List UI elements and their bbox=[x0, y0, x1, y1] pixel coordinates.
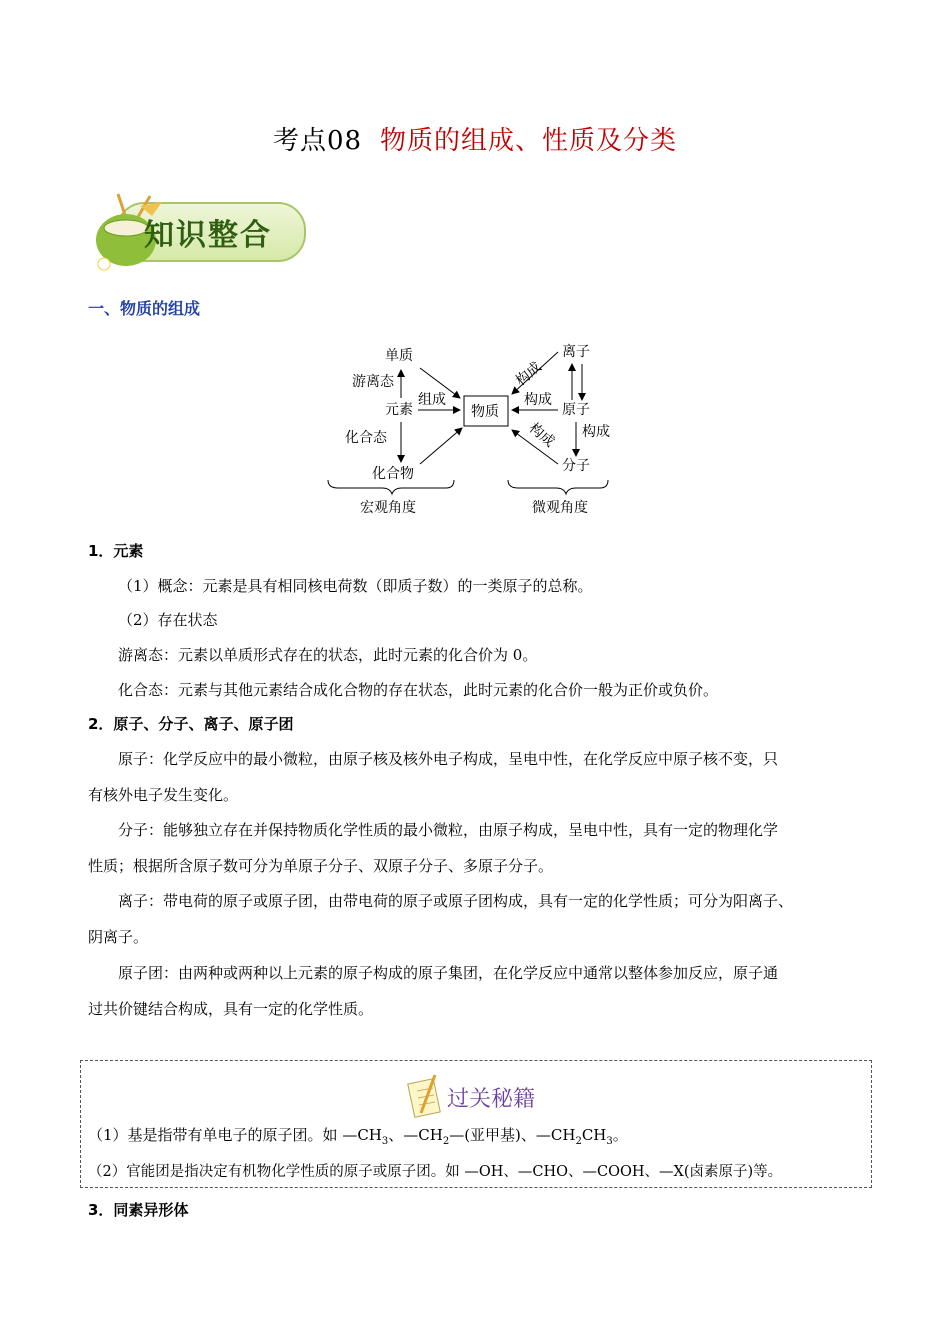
label-hongguan: 宏观角度 bbox=[360, 500, 416, 516]
notepad-icon bbox=[405, 1073, 445, 1121]
brace-hongguan bbox=[328, 480, 454, 494]
heading-yuansu: 1．元素 bbox=[88, 542, 144, 560]
title-number: 考点08 bbox=[272, 126, 363, 156]
brace-weiguan bbox=[508, 480, 608, 494]
tip-line-1: （1）基是指带有单电子的原子团。如 $—CH_3$、$—CH_2—$(亚甲基)、$—CH_2CH_3$。 bbox=[88, 1126, 628, 1147]
heading-allotrope: 3．同素异形体 bbox=[88, 1201, 189, 1219]
para-lizi-2: 阴离子。 bbox=[88, 928, 149, 946]
label-youlitai: 游离态 bbox=[352, 374, 394, 390]
label-goucheng-lizi: 构成 bbox=[512, 359, 545, 390]
para-yuansu-state: （2）存在状态 bbox=[118, 611, 218, 629]
para-lizi-1: 离子：带电荷的原子或原子团，由带电荷的原子或原子团构成，具有一定的化学性质；可分为阳离子、 bbox=[118, 892, 794, 910]
label-goucheng-yuanzi-fenzi: 构成 bbox=[582, 424, 610, 440]
label-huahewu: 化合物 bbox=[372, 466, 414, 482]
para-yuanzituan-2: 过共价键结合构成，具有一定的化学性质。 bbox=[88, 1000, 374, 1018]
para-yuanzi-2: 有核外电子发生变化。 bbox=[88, 786, 239, 804]
label-fenzi: 分子 bbox=[562, 458, 590, 474]
label-wuzhi: 物质 bbox=[471, 404, 499, 420]
para-youlitai: 游离态：元素以单质形式存在的状态，此时元素的化合价为 0。 bbox=[118, 646, 538, 664]
para-yuanzi-1: 原子：化学反应中的最小微粒，由原子核及核外电子构成，呈电中性，在化学反应中原子核不变，只 bbox=[118, 750, 779, 768]
para-yuansu-concept: （1）概念：元素是具有相同核电荷数（即质子数）的一类原子的总称。 bbox=[118, 577, 593, 595]
tip-line-2: （2）官能团是指决定有机物化学性质的原子或原子团。如 —OH、—CHO、—COOH、—X(卤素原子)等。 bbox=[88, 1164, 783, 1180]
heading-particles: 2．原子、分子、离子、原子团 bbox=[88, 715, 294, 733]
label-danzhi: 单质 bbox=[385, 348, 413, 364]
composition-diagram bbox=[320, 338, 620, 518]
label-goucheng-fenzi: 构成 bbox=[525, 420, 558, 451]
para-fenzi-2: 性质；根据所含原子数可分为单原子分子、双原子分子、多原子分子。 bbox=[88, 857, 554, 875]
arrow-huahewu-wuzhi bbox=[420, 428, 462, 464]
page-title bbox=[0, 120, 950, 157]
para-yuanzituan-1: 原子团：由两种或两种以上元素的原子构成的原子集团，在化学反应中通常以整体参加反应，原子通 bbox=[118, 964, 779, 982]
para-fenzi-1: 分子：能够独立存在并保持物质化学性质的最小微粒，由原子构成，呈电中性，具有一定的物理化学 bbox=[118, 821, 779, 839]
label-weiguan: 微观角度 bbox=[532, 500, 588, 516]
label-huahetai: 化合态 bbox=[345, 430, 387, 446]
label-goucheng-yuanzi: 构成 bbox=[524, 392, 552, 408]
tip-title: 过关秘籍 bbox=[447, 1087, 536, 1112]
para-huahetai: 化合态：元素与其他元素结合成化合物的存在状态，此时元素的化合价一般为正价或负价。 bbox=[118, 681, 719, 699]
banner-label: 知识整合 bbox=[144, 218, 272, 253]
label-zucheng: 组成 bbox=[418, 392, 446, 408]
label-yuansu: 元素 bbox=[385, 402, 413, 418]
label-lizi: 离子 bbox=[562, 344, 590, 360]
section-heading-composition: 一、物质的组成 bbox=[88, 299, 201, 318]
label-yuanzi: 原子 bbox=[562, 402, 590, 418]
knowledge-banner bbox=[88, 180, 304, 272]
title-main: 物质的组成、性质及分类 bbox=[380, 126, 678, 156]
